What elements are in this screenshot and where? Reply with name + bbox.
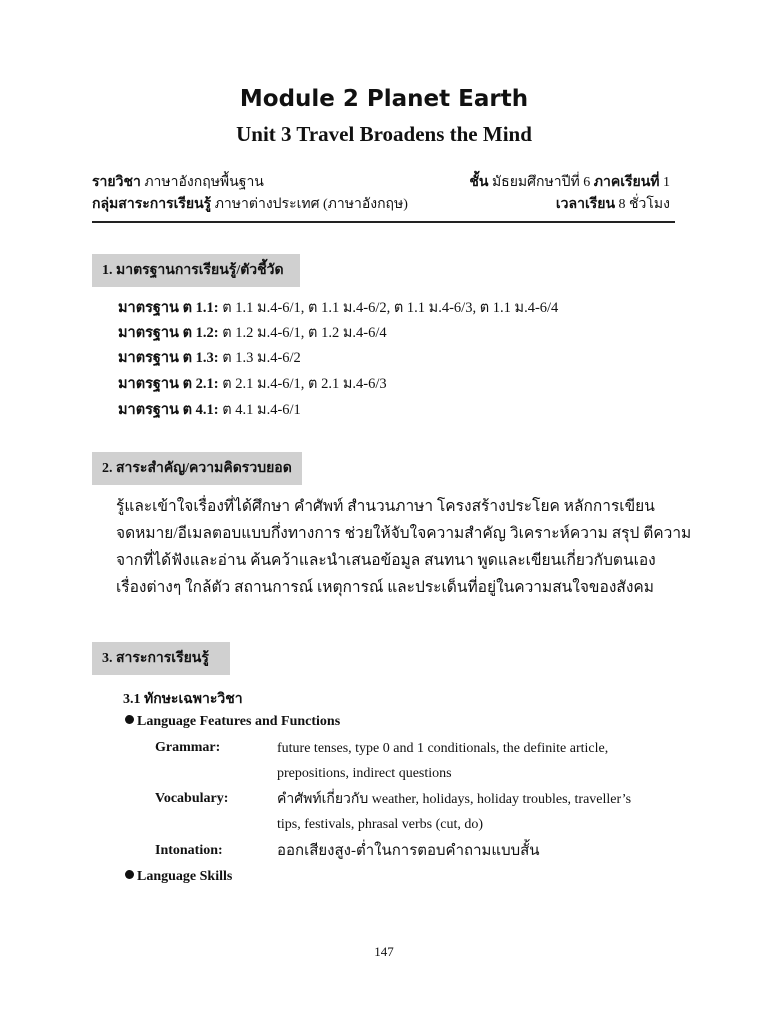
grammar-line: prepositions, indirect questions (277, 766, 452, 781)
standard-row (118, 372, 387, 395)
section-1-heading: 1. มาตรฐานการเรียนรู้/ตัวชี้วัด (92, 254, 300, 287)
bullet-label: Language Skills (137, 869, 233, 884)
bullet-icon (125, 715, 134, 724)
subject-line (92, 171, 264, 193)
standard-value: ต 2.1 ม.4-6/1, ต 2.1 ม.4-6/3 (222, 376, 387, 392)
standard-row (118, 321, 387, 344)
vocabulary-line: tips, festivals, phrasal verbs (cut, do) (277, 817, 484, 832)
standard-row (118, 346, 301, 369)
bullet-language-skills (125, 869, 232, 885)
vocabulary-value (277, 787, 677, 837)
section-3-heading: 3. สาระการเรียนรู้ (92, 642, 230, 675)
grammar-label: Grammar: (155, 740, 221, 755)
concept-line: รู้และเข้าใจเรื่องที่ได้ศึกษา คำศัพท์ สำนวนภาษา โครงสร้างประโยค หลักการเขียน (116, 498, 655, 515)
standard-value: ต 4.1 ม.4-6/1 (222, 402, 301, 418)
header-divider (92, 221, 675, 223)
concept-line: จดหมาย/อีเมลตอบแบบกึ่งทางการ ช่วยให้จับใจความสำคัญ วิเคราะห์ความ สรุป ตีความ (116, 525, 692, 542)
hours-label: เวลาเรียน (555, 197, 616, 212)
semester-value: 1 (663, 175, 670, 190)
bullet-language-features (125, 714, 340, 730)
intonation-value: ออกเสียงสูง-ต่ำในการตอบคำถามแบบสั้น (277, 843, 540, 859)
grammar-line: future tenses, type 0 and 1 conditionals, the definite article, (277, 741, 609, 756)
concept-line: จากที่ได้ฟังและอ่าน ค้นคว้าและนำเสนอข้อมูล สนทนา พูดและเขียนเกี่ยวกับตนเอง (116, 552, 656, 569)
standard-value: ต 1.3 ม.4-6/2 (222, 350, 301, 366)
grade-label: ชั้น (469, 175, 489, 190)
subject-label: รายวิชา (92, 175, 141, 190)
standard-row (118, 398, 301, 421)
vocabulary-line: คำศัพท์เกี่ยวกับ weather, holidays, holiday troubles, traveller’s (277, 792, 632, 807)
bullet-icon (125, 870, 134, 879)
standard-value: ต 1.2 ม.4-6/1, ต 1.2 ม.4-6/4 (222, 325, 387, 341)
concept-paragraph (116, 493, 692, 601)
standard-label: มาตรฐาน ต 1.1: (118, 300, 219, 316)
grammar-value (277, 736, 677, 786)
concept-line: เรื่องต่างๆ ใกล้ตัว สถานการณ์ เหตุการณ์ และประเด็นที่อยู่ในความสนใจของสังคม (116, 579, 655, 596)
standard-label: มาตรฐาน ต 2.1: (118, 376, 219, 392)
grade-line (469, 171, 670, 193)
group-line (92, 193, 408, 215)
page-number: 147 (374, 944, 394, 959)
semester-label: ภาคเรียนที่ (593, 175, 660, 190)
standard-label: มาตรฐาน ต 1.2: (118, 325, 219, 341)
grade-value: มัธยมศึกษาปีที่ 6 (491, 175, 591, 190)
hours-line (556, 193, 670, 215)
hours-value: 8 ชั่วโมง (618, 197, 670, 212)
module-title: Module 2 Planet Earth (239, 86, 529, 112)
bullet-label: Language Features and Functions (137, 714, 341, 729)
section-2-heading: 2. สาระสำคัญ/ความคิดรวบยอด (92, 452, 302, 485)
standard-label: มาตรฐาน ต 1.3: (118, 350, 219, 366)
intonation-label: Intonation: (155, 843, 223, 858)
standard-row (118, 296, 558, 319)
group-label: กลุ่มสาระการเรียนรู้ (92, 197, 212, 212)
unit-title: Unit 3 Travel Broadens the Mind (236, 122, 532, 146)
standard-value: ต 1.1 ม.4-6/1, ต 1.1 ม.4-6/2, ต 1.1 ม.4-6/3, ต 1.1 ม.4-6/4 (222, 300, 559, 316)
subsection-heading: 3.1 ทักษะเฉพาะวิชา (123, 692, 243, 707)
standard-label: มาตรฐาน ต 4.1: (118, 402, 219, 418)
subject-value: ภาษาอังกฤษพื้นฐาน (144, 175, 264, 190)
group-value: ภาษาต่างประเทศ (ภาษาอังกฤษ) (214, 197, 408, 212)
vocabulary-label: Vocabulary: (155, 791, 229, 806)
